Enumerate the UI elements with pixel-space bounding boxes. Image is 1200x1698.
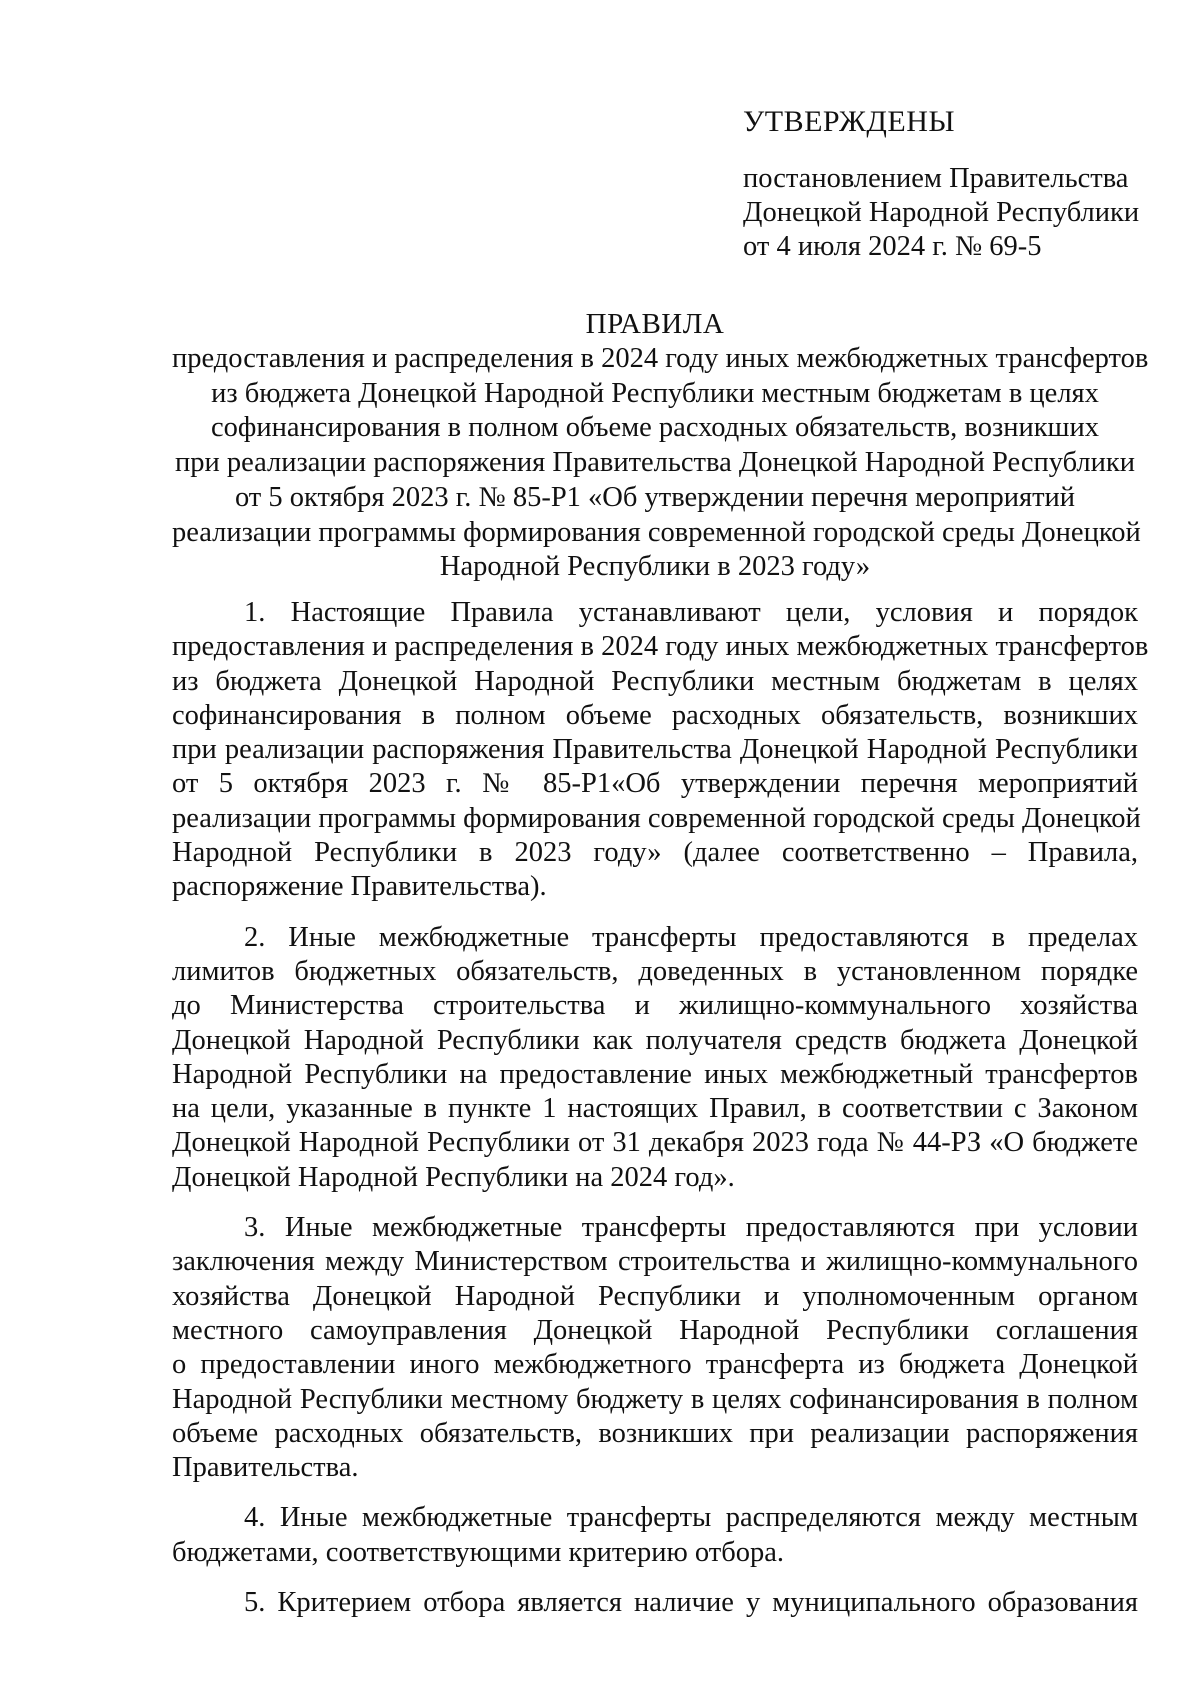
title-line: из бюджета Донецкой Народной Республики местным бюджетам в целях: [211, 377, 1099, 409]
paragraph-2: [172, 921, 1138, 1195]
paragraph-line: 2. Иные межбюджетные трансферты предоставляются в пределах: [244, 921, 1138, 953]
paragraph-line: бюджетами, соответствующими критерию отбора.: [172, 1536, 784, 1568]
paragraph-line: Народной Республики местному бюджету в целях софинансирования в полном: [172, 1383, 1138, 1415]
approval-line: постановлением Правительства: [743, 163, 1129, 194]
paragraph-line: распоряжение Правительства).: [172, 871, 547, 903]
paragraph-line: Донецкой Народной Республики на 2024 год».: [172, 1161, 735, 1193]
paragraph-line: объеме расходных обязательств, возникших при реализации распоряжения: [172, 1417, 1138, 1449]
paragraph-line: лимитов бюджетных обязательств, доведенных в установленном порядке: [172, 955, 1138, 987]
paragraph-line: Народной Республики в 2023 году» (далее соответственно – Правила,: [172, 837, 1138, 869]
document-body: [172, 596, 1149, 1636]
approval-stamp: [743, 104, 1163, 264]
approval-heading: УТВЕРЖДЕНЫ: [743, 105, 956, 138]
paragraph-1: [172, 596, 1149, 905]
paragraph-line: хозяйства Донецкой Народной Республики и уполномоченным органом: [172, 1280, 1138, 1312]
paragraph-line: Правительства.: [172, 1452, 359, 1484]
title-line: при реализации распоряжения Правительства Донецкой Народной Республики: [174, 447, 1135, 479]
approval-line: от 4 июля 2024 г. № 69-5: [743, 231, 1042, 262]
paragraph-line: Народной Республики на предоставление иных межбюджетный трансфертов: [172, 1058, 1138, 1090]
paragraph-3: [172, 1211, 1138, 1485]
paragraph-line: местного самоуправления Донецкой Народной Республики соглашения: [172, 1314, 1138, 1346]
paragraph-line: 1. Настоящие Правила устанавливают цели, условия и порядок: [244, 597, 1138, 628]
title-line: софинансирования в полном объеме расходных обязательств, возникших: [211, 412, 1099, 444]
paragraph-5: [172, 1586, 1138, 1620]
title-line: Народной Республики в 2023 году»: [439, 551, 871, 583]
paragraph-line: реализации программы формирования современной городской среды Донецкой: [172, 802, 1141, 834]
paragraph-line: из бюджета Донецкой Народной Республики местным бюджетам в целях: [172, 665, 1138, 697]
title-line: предоставления и распределения в 2024 году иных межбюджетных трансфертов: [172, 343, 1149, 374]
title-main: ПРАВИЛА: [585, 308, 725, 340]
paragraph-line: от 5 октября 2023 г. № 85-Р1«Об утверждении перечня мероприятий: [172, 768, 1138, 800]
paragraph-line: заключения между Министерством строительства и жилищно-коммунального: [172, 1246, 1138, 1278]
paragraph-4: [172, 1501, 1138, 1570]
paragraph-line: до Министерства строительства и жилищно-коммунального хозяйства: [172, 990, 1138, 1022]
paragraph-line: при реализации распоряжения Правительства Донецкой Народной Республики: [172, 734, 1138, 766]
title-line: от 5 октября 2023 г. № 85-Р1 «Об утверждении перечня мероприятий: [234, 481, 1076, 513]
approval-line: Донецкой Народной Республики: [743, 197, 1140, 228]
paragraph-line: софинансирования в полном объеме расходных обязательств, возникших: [172, 699, 1138, 731]
paragraph-line: на цели, указанные в пункте 1 настоящих Правил, в соответствии с Законом: [172, 1093, 1138, 1125]
title-line: реализации программы формирования современной городской среды Донецкой: [172, 516, 1141, 548]
document-title: [172, 306, 1149, 585]
paragraph-line: предоставления и распределения в 2024 году иных межбюджетных трансфертов: [172, 631, 1149, 663]
paragraph-line: Донецкой Народной Республики от 31 декабря 2023 года № 44-РЗ «О бюджете: [172, 1127, 1138, 1159]
paragraph-line: 3. Иные межбюджетные трансферты предоставляются при условии: [244, 1212, 1138, 1244]
paragraph-line: 4. Иные межбюджетные трансферты распределяются между местным: [244, 1502, 1138, 1534]
paragraph-line: 5. Критерием отбора является наличие у муниципального образования: [244, 1587, 1138, 1619]
paragraph-line: о предоставлении иного межбюджетного трансферта из бюджета Донецкой: [172, 1349, 1138, 1381]
paragraph-line: Донецкой Народной Республики как получателя средств бюджета Донецкой: [172, 1024, 1138, 1056]
